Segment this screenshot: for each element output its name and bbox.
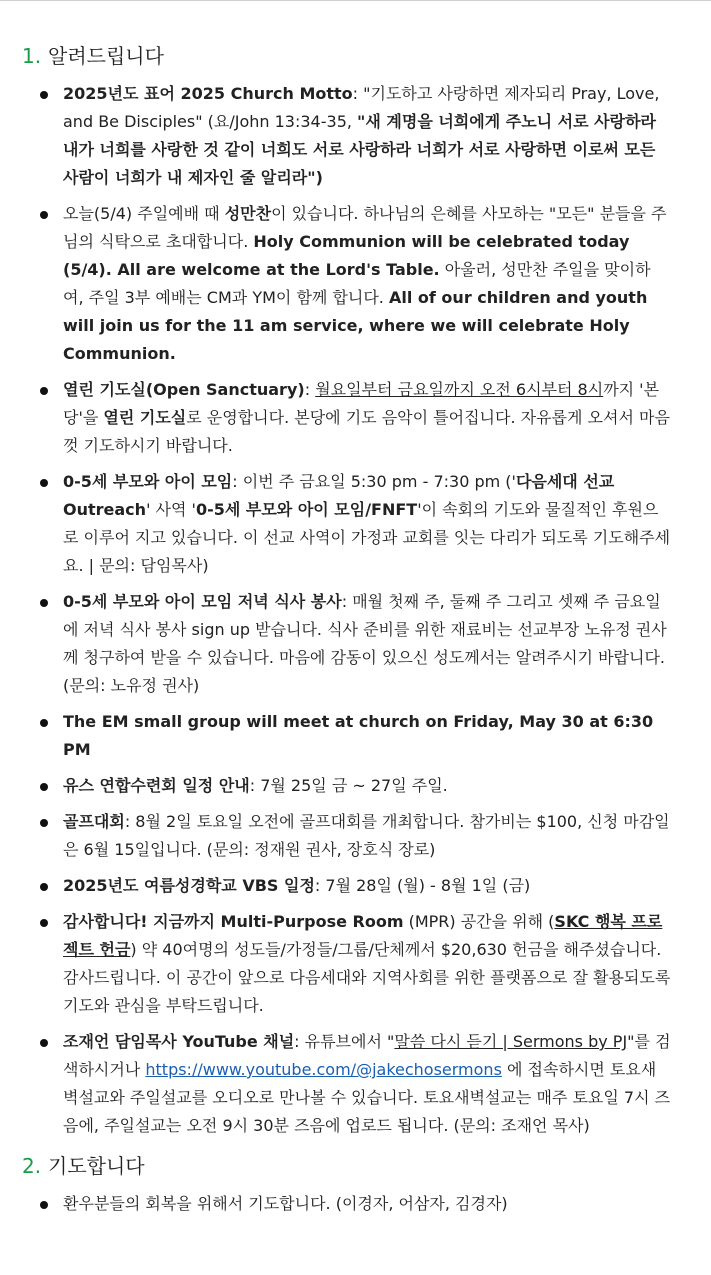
list-item-parent-child-group bbox=[0, 468, 711, 580]
bullet-icon bbox=[40, 883, 48, 891]
list-item-youth-retreat bbox=[0, 772, 711, 800]
sanctuary-hours: 월요일부터 금요일까지 오전 6시부터 8시 bbox=[315, 380, 604, 399]
youtube-text-2: "를 검색하시거나 bbox=[63, 1032, 671, 1079]
list-item-dinner-service bbox=[0, 588, 711, 700]
group-text-1: : 이번 주 금요일 5:30 pm - 7:30 pm (' bbox=[232, 472, 516, 491]
bullet-icon bbox=[40, 719, 48, 727]
youth-text: : 7월 25일 금 ~ 27일 주일. bbox=[249, 776, 448, 795]
communion-text-3: 아울러, 성만찬 주일을 맞이하여, 주일 3부 예배는 CM과 YM이 함께 합니다. bbox=[63, 260, 651, 307]
list-item-open-sanctuary bbox=[0, 376, 711, 460]
bullet-icon bbox=[40, 919, 48, 927]
section-title: 알려드립니다 bbox=[48, 44, 164, 68]
bullet-icon bbox=[40, 91, 48, 99]
motto-label: 2025년도 표어 2025 Church Motto bbox=[63, 84, 353, 103]
communion-text-1: 오늘(5/4) 주일예배 때 bbox=[63, 204, 225, 223]
sanctuary-label: 열린 기도실(Open Sanctuary) bbox=[63, 380, 305, 399]
bullet-icon bbox=[40, 387, 48, 395]
section-number: 1. bbox=[22, 44, 42, 68]
list-item-church-motto bbox=[0, 80, 711, 192]
bullet-icon bbox=[40, 1201, 48, 1209]
golf-label: 골프대회 bbox=[63, 812, 125, 831]
motto-verse: "새 계명을 너희에게 주노니 서로 사랑하라 내가 너희를 사랑한 것 같이 너희도 서로 사랑하라 너희가 서로 사랑하면 이로써 모든 사람이 너희가 내 제자인 줄 알리라") bbox=[63, 112, 656, 187]
list-item-vbs-schedule bbox=[0, 872, 711, 900]
bullet-icon bbox=[40, 479, 48, 487]
list-item-golf-tournament bbox=[0, 808, 711, 864]
bullet-icon bbox=[40, 783, 48, 791]
announcement-list bbox=[0, 80, 711, 1140]
sanctuary-colon: : bbox=[304, 380, 316, 399]
youth-label: 유스 연합수련회 일정 안내 bbox=[63, 776, 250, 795]
vbs-text: : 7월 28일 (월) - 8월 1일 (금) bbox=[314, 876, 531, 895]
list-item-youtube-channel bbox=[0, 1028, 711, 1140]
list-item-holy-communion bbox=[0, 200, 711, 368]
group-fnft: 0-5세 부모와 아이 모임/FNFT bbox=[195, 500, 418, 519]
top-divider bbox=[0, 0, 711, 1]
bullet-icon bbox=[40, 211, 48, 219]
youtube-text-1: : 유튜브에서 " bbox=[294, 1032, 395, 1051]
bullet-icon bbox=[40, 819, 48, 827]
mpr-label: 감사합니다! 지금까지 Multi-Purpose Room bbox=[63, 912, 404, 931]
bullet-icon bbox=[40, 1039, 48, 1047]
list-item-mpr-thanks bbox=[0, 908, 711, 1020]
golf-text: : 8월 2일 토요일 오전에 골프대회를 개최합니다. 참가비는 $100, 신청 마감일은 6월 15일입니다. (문의: 정재원 권사, 장호식 장로) bbox=[63, 812, 670, 859]
sanctuary-text-1: 까지 '본당'을 bbox=[63, 380, 660, 427]
group-outreach: 다음세대 선교 Outreach bbox=[63, 472, 615, 519]
prayer-text: 환우분들의 회복을 위해서 기도합니다. (이경자, 어삼자, 김경자) bbox=[63, 1194, 508, 1213]
list-item-prayer-recovery bbox=[0, 1190, 711, 1218]
dinner-label: 0-5세 부모와 아이 모임 저녁 식사 봉사 bbox=[63, 592, 342, 611]
youtube-channel-link[interactable]: https://www.youtube.com/@jakechosermons bbox=[145, 1060, 502, 1079]
motto-text: : "기도하고 사랑하면 제자되리 Pray, Love, and Be Disciples" (요/John 13:34-35, bbox=[63, 84, 660, 131]
section-title: 기도합니다 bbox=[48, 1154, 145, 1178]
group-text-3: '이 속회의 기도와 물질적인 후원으로 이루어 지고 있습니다. 이 선교 사역이 가정과 교회를 잇는 다리가 되도록 기도해주세요. | 문의: 담임목사) bbox=[63, 500, 671, 575]
dinner-text: : 매월 첫째 주, 둘째 주 그리고 셋째 주 금요일에 저녁 식사 봉사 sign up 받습니다. 식사 준비를 위한 재료비는 선교부장 노유정 권사께 청구하여 받을 수 있습니다. 마음에 감동이 있으신 성도께서는 알려주시기 바랍니다. (문의: 노유정 권사) bbox=[63, 592, 667, 695]
sanctuary-text-2: 로 운영합니다. 본당에 기도 음악이 틀어집니다. 자유롭게 오셔서 마음껏 기도하시기 바랍니다. bbox=[63, 408, 670, 455]
vbs-label: 2025년도 여름성경학교 VBS 일정 bbox=[63, 876, 315, 895]
section-heading-announcements bbox=[22, 42, 711, 70]
youtube-text-3: 에 접속하시면 토요새벽설교와 주일설교를 오디오로 만나볼 수 있습니다. 토요새벽설교는 매주 토요일 7시 즈음에, 주일설교는 오전 9시 30분 즈음에 업로드 됩니다. (문의: 조재언 목사) bbox=[63, 1060, 671, 1135]
section-number: 2. bbox=[22, 1154, 42, 1178]
mpr-text-1: (MPR) 공간을 위해 ( bbox=[403, 912, 555, 931]
communion-text-2: 이 있습니다. 하나님의 은혜를 사모하는 "모든" 분들을 주님의 식탁으로 초대합니다. bbox=[63, 204, 667, 251]
communion-keyword: 성만찬 bbox=[224, 204, 272, 223]
youtube-search-term: 말씀 다시 듣기 | Sermons by PJ bbox=[394, 1032, 628, 1051]
communion-english: Holy Communion will be celebrated today (5/4). All are welcome at the Lord's Table. bbox=[63, 232, 630, 279]
em-group-text: The EM small group will meet at church on Friday, May 30 at 6:30 PM bbox=[63, 712, 654, 759]
section-heading-prayer bbox=[22, 1152, 711, 1180]
group-label: 0-5세 부모와 아이 모임 bbox=[63, 472, 233, 491]
mpr-project: SKC 행복 프로젝트 헌금 bbox=[63, 912, 663, 959]
list-item-em-small-group bbox=[0, 708, 711, 764]
youtube-label: 조재언 담임목사 YouTube 채널 bbox=[63, 1032, 295, 1051]
announcement-content bbox=[0, 30, 711, 1226]
sanctuary-keyword: 열린 기도실 bbox=[103, 408, 187, 427]
mpr-text-2: ) 약 40여명의 성도들/가정들/그룹/단체께서 $20,630 헌금을 해주셨습니다. 감사드립니다. 이 공간이 앞으로 다음세대와 지역사회를 위한 플랫폼으로 잘 활용되도록 기도와 관심을 부탁드립니다. bbox=[63, 940, 671, 1015]
prayer-list bbox=[0, 1190, 711, 1218]
communion-english-2: All of our children and youth will join us for the 11 am service, where we will celebrate Holy Communion. bbox=[63, 288, 648, 363]
bullet-icon bbox=[40, 599, 48, 607]
group-text-2: ' 사역 ' bbox=[146, 500, 196, 519]
